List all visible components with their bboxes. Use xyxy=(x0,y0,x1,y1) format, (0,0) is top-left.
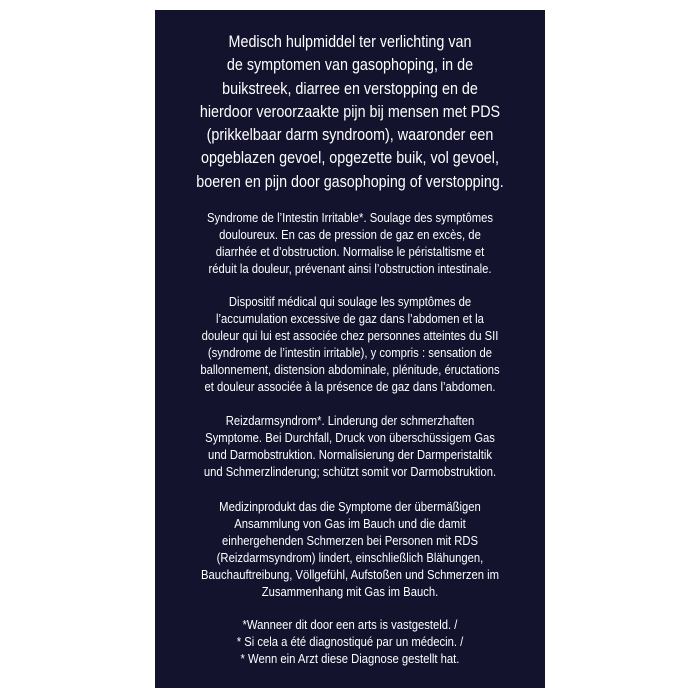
text-line: réduit la douleur, prévenant ainsi l’obstruction intestinale. xyxy=(208,261,492,277)
footnote-line: * Si cela a été diagnostiqué par un médecin. / xyxy=(236,634,464,650)
text-line: Dispositif médical qui soulage les symptômes de xyxy=(228,294,472,310)
french-long-description xyxy=(182,293,517,395)
text-line: Bauchauftreibung, Völlgefühl, Aufstoßen und Schmerzen im xyxy=(201,567,499,583)
text-line: ballonnement, distension abdominale, plénitude, éructations xyxy=(200,362,500,378)
german-long-description xyxy=(182,498,517,600)
text-line: Reizdarmsyndrom*. Linderung der schmerzhaften xyxy=(225,413,475,429)
text-line: opgeblazen gevoel, opgezette buik, vol gevoel, xyxy=(201,149,499,168)
text-line: boeren en pijn door gasophoping of verstopping. xyxy=(196,172,504,191)
footnote-line: *Wanneer dit door een arts is vastgesteld. / xyxy=(242,617,458,633)
text-line: douloureux. En cas de pression de gaz en excès, de xyxy=(219,227,481,243)
text-line: buikstreek, diarree en verstopping en de xyxy=(222,79,478,98)
text-line: l’accumulation excessive de gaz dans l’abdomen et la xyxy=(216,311,484,327)
text-line: Syndrome de l’Intestin Irritable*. Soulage des symptômes xyxy=(206,210,494,226)
text-line: hierdoor veroorzaakte pijn bij mensen met PDS xyxy=(199,102,501,121)
product-label-panel xyxy=(155,10,545,688)
text-line: Ansammlung von Gas im Bauch und die damit xyxy=(234,516,466,532)
text-line: (Reizdarmsyndrom) lindert, einschließlich Blähungen, xyxy=(216,550,484,566)
text-line: et douleur associée à la présence de gaz dans l’abdomen. xyxy=(204,379,496,395)
dutch-description xyxy=(178,31,521,194)
text-line: de symptomen van gasophoping, in de xyxy=(226,56,474,75)
text-line: Medisch hulpmiddel ter verlichting van xyxy=(228,33,472,51)
text-line: Zusammenhang mit Gas im Bauch. xyxy=(261,584,439,600)
text-line: (syndrome de l’intestin irritable), y compris : sensation de xyxy=(207,345,493,361)
text-line: diarrhée et d’obstruction. Normalise le péristaltisme et xyxy=(215,244,485,260)
french-short-description xyxy=(182,209,517,277)
text-line: (prikkelbaar darm syndroom), waaronder een xyxy=(206,126,494,145)
text-line: Symptome. Bei Durchfall, Druck von überschüssigem Gas xyxy=(205,430,495,446)
text-line: douleur qui lui est associée chez personnes atteintes du SII xyxy=(201,328,499,344)
text-line: Medizinprodukt das die Symptome der übermäßigen xyxy=(219,499,481,515)
german-short-description xyxy=(182,412,517,480)
text-line: einhergehenden Schmerzen bei Personen mit RDS xyxy=(221,533,479,549)
text-line: und Darmobstruktion. Normalisierung der Darmperistaltik xyxy=(207,447,493,463)
footnote-line: * Wenn ein Arzt diese Diagnose gestellt hat. xyxy=(240,651,460,667)
diagnosis-footnotes xyxy=(182,616,517,667)
text-line: und Schmerzlinderung; schützt somit vor Darmobstruktion. xyxy=(203,464,497,480)
